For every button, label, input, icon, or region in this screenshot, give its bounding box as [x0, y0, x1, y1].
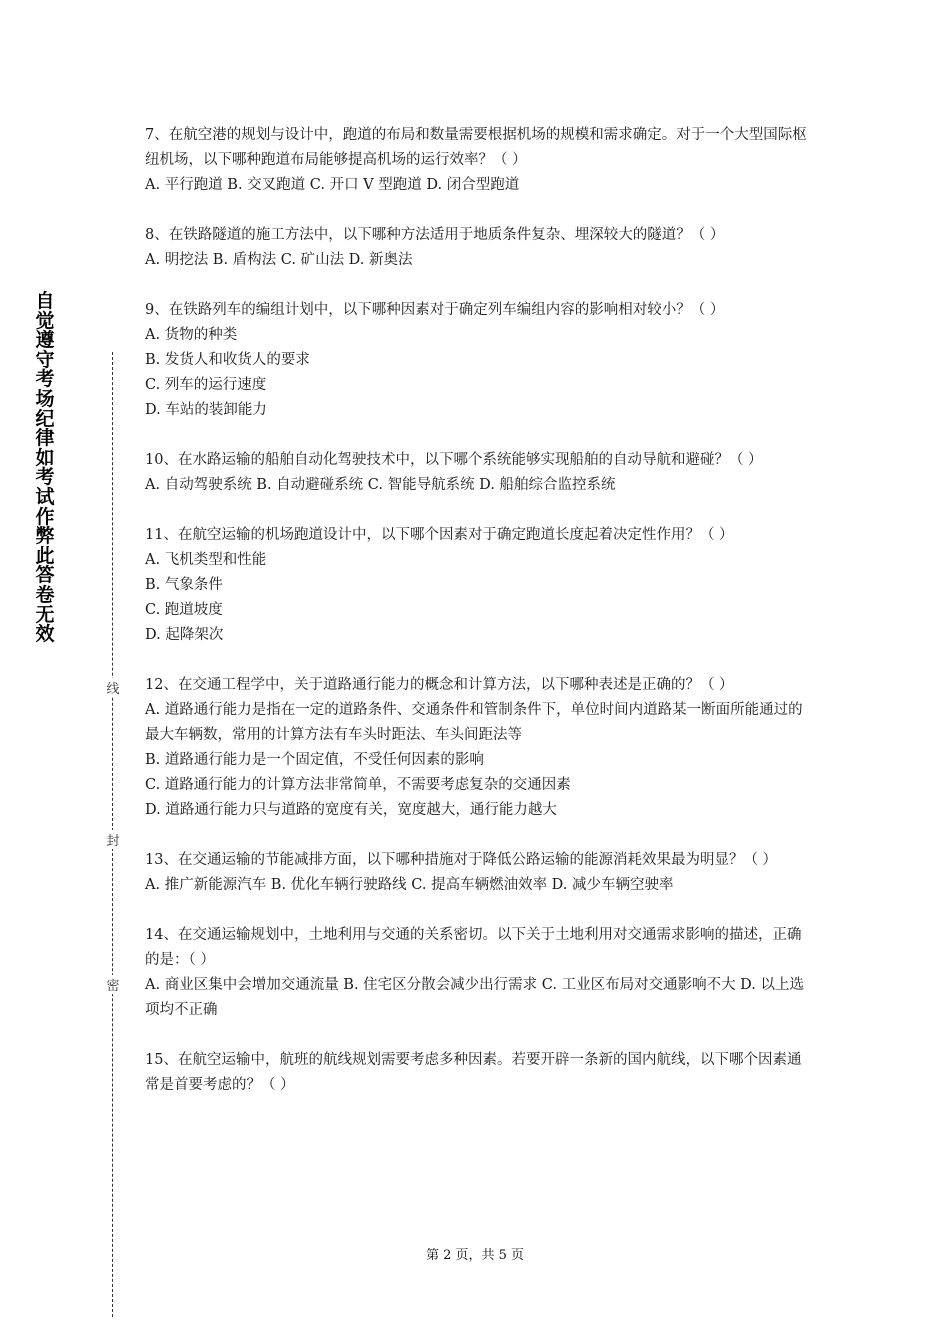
option-c: C. 道路通行能力的计算方法非常简单，不需要考虑复杂的交通因素 [145, 777, 571, 793]
question-10 [145, 448, 812, 498]
option-d: D. 车站的装卸能力 [145, 402, 267, 418]
question-list [145, 123, 812, 1123]
question-stem: 11、在航空运输的机场跑道设计中，以下哪个因素对于确定跑道长度起着决定性作用？（ ） [145, 527, 734, 543]
question-stem: 15、在航空运输中，航班的航线规划需要考虑多种因素。若要开辟一条新的国内航线，以下哪个因素通常是首要考虑的？（ ） [145, 1052, 802, 1093]
option-a: A. 货物的种类 [145, 327, 238, 343]
question-8 [145, 223, 812, 273]
question-stem: 10、在水路运输的船舶自动化驾驶技术中，以下哪个系统能够实现船舶的自动导航和避碰？（ ） [145, 452, 763, 468]
question-11 [145, 523, 812, 648]
question-stem: 8、在铁路隧道的施工方法中，以下哪种方法适用于地质条件复杂、埋深较大的隧道？（ ） [145, 227, 725, 243]
question-12 [145, 673, 812, 823]
option-d: D. 起降架次 [145, 627, 224, 643]
option-b: B. 气象条件 [145, 577, 223, 593]
question-stem: 12、在交通工程学中，关于道路通行能力的概念和计算方法，以下哪种表述是正确的？（ ） [145, 677, 734, 693]
option-b: B. 道路通行能力是一个固定值，不受任何因素的影响 [145, 752, 484, 768]
bind-char-mi: 密 [104, 975, 122, 994]
question-stem: 13、在交通运输的节能减排方面，以下哪种措施对于降低公路运输的能源消耗效果最为明显？（ ） [145, 852, 778, 868]
question-options: A. 明挖法 B. 盾构法 C. 矿山法 D. 新奥法 [145, 252, 413, 268]
option-c: C. 跑道坡度 [145, 602, 223, 618]
bind-char-feng: 封 [104, 830, 122, 849]
page-number: 第 2 页，共 5 页 [425, 1248, 525, 1263]
question-stem: 7、在航空港的规划与设计中，跑道的布局和数量需要根据机场的规模和需求确定。对于一个大型国际枢纽机场，以下哪种跑道布局能够提高机场的运行效率？（ ） [145, 127, 807, 168]
question-14 [145, 923, 812, 1023]
question-stem: 14、在交通运输规划中，土地利用与交通的关系密切。以下关于土地利用对交通需求影响的描述，正确的是：（ ） [145, 927, 802, 968]
option-b: B. 发货人和收货人的要求 [145, 352, 310, 368]
option-a: A. 飞机类型和性能 [145, 552, 267, 568]
bind-char-xian: 线 [104, 678, 122, 697]
question-options: A. 平行跑道 B. 交叉跑道 C. 开口 V 型跑道 D. 闭合型跑道 [145, 177, 520, 193]
option-a: A. 道路通行能力是指在一定的道路条件、交通条件和管制条件下，单位时间内道路某一断面所能通过的最大车辆数，常用的计算方法有车头时距法、车头间距法等 [145, 702, 803, 743]
question-options: A. 自动驾驶系统 B. 自动避碰系统 C. 智能导航系统 D. 船舶综合监控系统 [145, 477, 616, 493]
question-options: A. 商业区集中会增加交通流量 B. 住宅区分散会减少出行需求 C. 工业区布局对交通影响不大 D. 以上选项均不正确 [145, 977, 805, 1018]
question-7 [145, 123, 812, 198]
question-stem: 9、在铁路列车的编组计划中，以下哪种因素对于确定列车编组内容的影响相对较小？（ ） [145, 302, 725, 318]
option-c: C. 列车的运行速度 [145, 377, 267, 393]
question-options: A. 推广新能源汽车 B. 优化车辆行驶路线 C. 提高车辆燃油效率 D. 减少车辆空驶率 [145, 877, 674, 893]
question-15 [145, 1048, 812, 1098]
option-d: D. 道路通行能力只与道路的宽度有关，宽度越大，通行能力越大 [145, 802, 557, 818]
question-9 [145, 298, 812, 423]
side-warning-text: 自觉遵守考场纪律如考试作弊此答卷无效 [35, 290, 55, 646]
question-13 [145, 848, 812, 898]
